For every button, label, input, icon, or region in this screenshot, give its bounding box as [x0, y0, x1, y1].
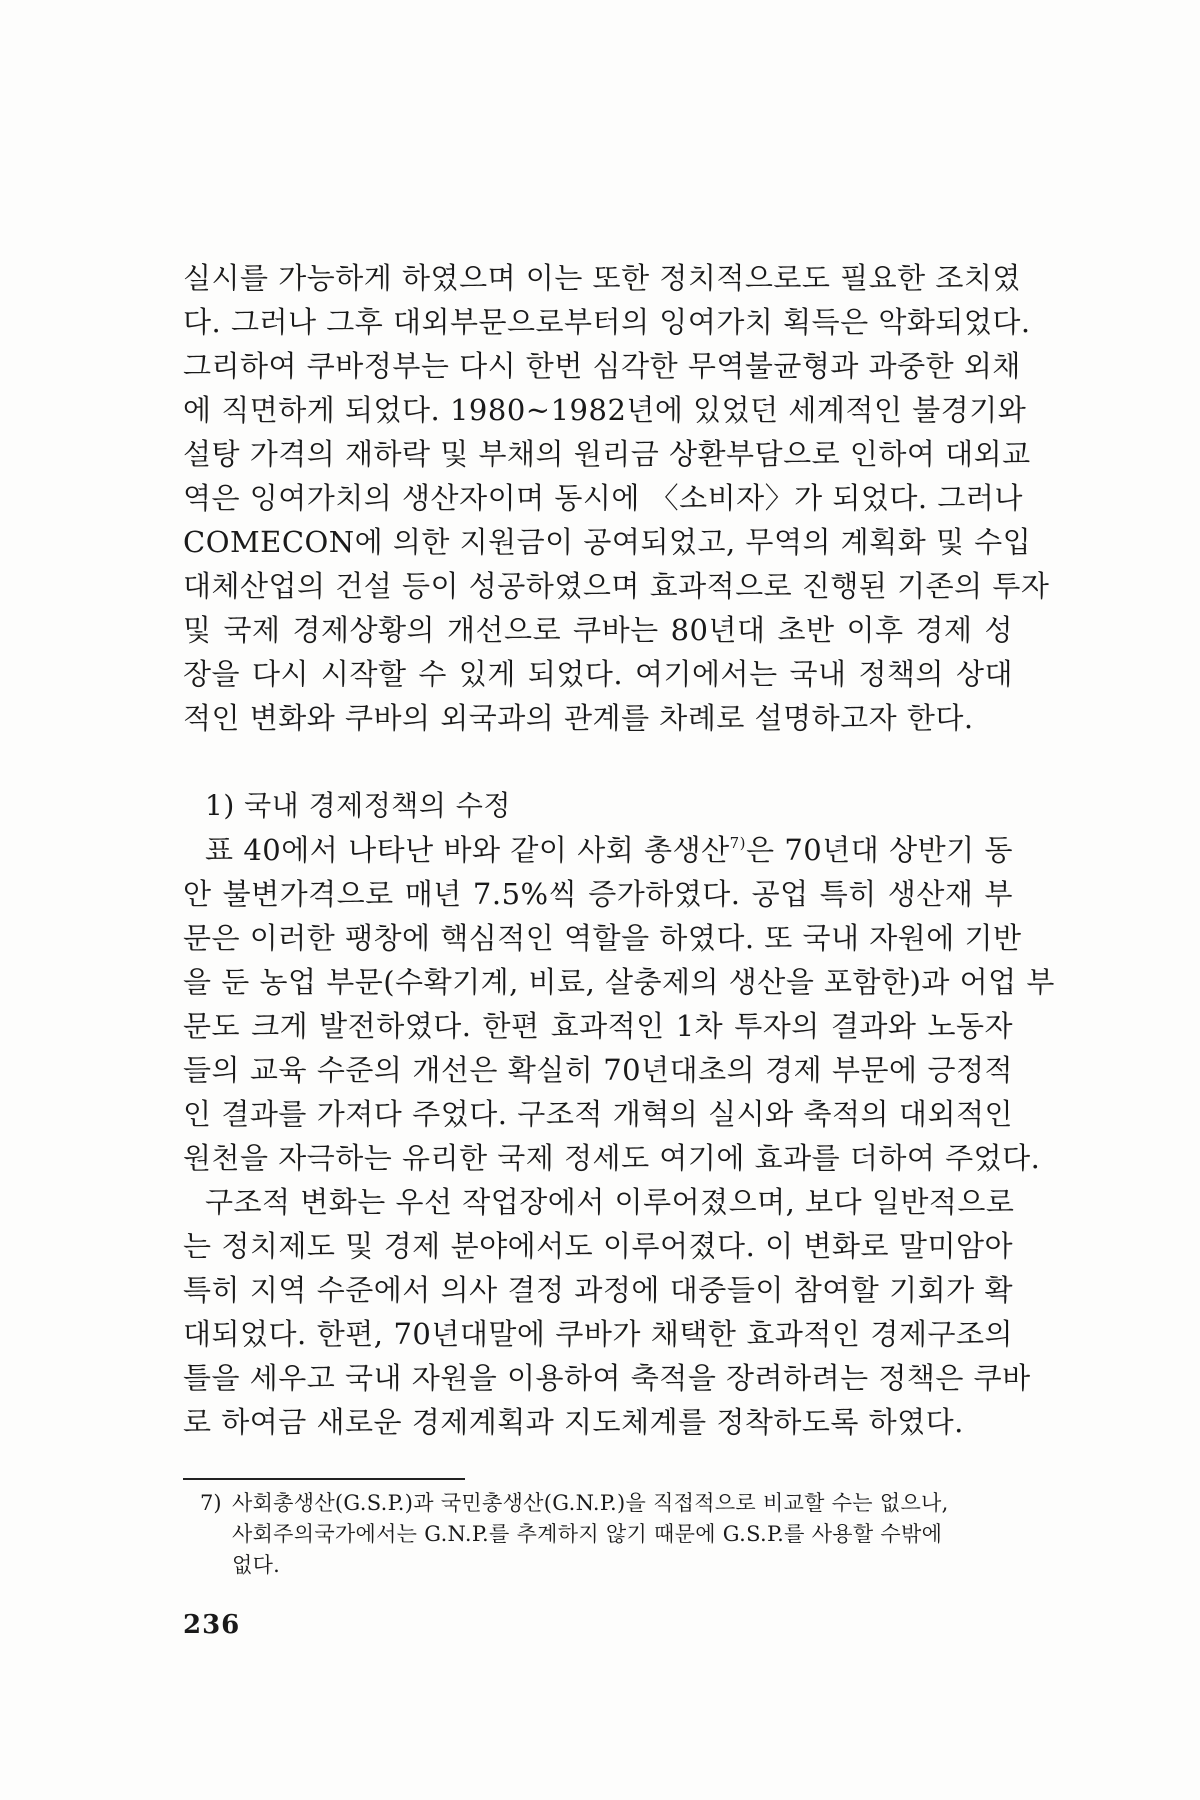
text-span: 은 70년대 상반기 동: [746, 833, 1014, 867]
footnote-divider: [183, 1478, 465, 1480]
text-line: 틀을 세우고 국내 자원을 이용하여 축적을 장려하려는 정책은 쿠바: [183, 1361, 1031, 1395]
text-line: 문도 크게 발전하였다. 한편 효과적인 1차 투자의 결과와 노동자: [183, 1009, 1013, 1043]
text-line: 역은 잉여가치의 생산자이며 동시에 〈소비자〉가 되었다. 그러나: [183, 481, 1023, 515]
text-line: 다. 그러나 그후 대외부문으로부터의 잉여가치 획득은 악화되었다.: [183, 305, 1031, 339]
text-line: 실시를 가능하게 하였으며 이는 또한 정치적으로도 필요한 조치였: [183, 261, 1021, 295]
text-line: 인 결과를 가져다 주었다. 구조적 개혁의 실시와 축적의 대외적인: [183, 1097, 1013, 1131]
footnote-line: 사회총생산(G.S.P.)과 국민총생산(G.N.P.)을 직접적으로 비교할 수는 없으나,: [232, 1491, 949, 1515]
page-number: 236: [183, 1610, 241, 1640]
text-line: 그리하여 쿠바정부는 다시 한번 심각한 무역불균형과 과중한 외채: [183, 349, 1021, 383]
text-line: 구조적 변화는 우선 작업장에서 이루어졌으며, 보다 일반적으로: [205, 1185, 1015, 1219]
text-line: 장을 다시 시작할 수 있게 되었다. 여기에서는 국내 정책의 상대: [183, 657, 1013, 691]
text-line: 문은 이러한 팽창에 핵심적인 역할을 하였다. 또 국내 자원에 기반: [183, 921, 1022, 955]
section-heading: 1) 국내 경제정책의 수정: [205, 789, 511, 822]
text-line: 및 국제 경제상황의 개선으로 쿠바는 80년대 초반 이후 경제 성: [183, 613, 1013, 647]
text-line: COMECON에 의한 지원금이 공여되었고, 무역의 계획화 및 수입: [183, 525, 1032, 559]
text-line: [205, 828, 1013, 872]
text-line: 들의 교육 수준의 개선은 확실히 70년대초의 경제 부문에 긍정적: [183, 1053, 1013, 1087]
footnote-marker: 7): [200, 1491, 222, 1515]
footnote-line: 없다.: [232, 1553, 281, 1577]
text-line: 특히 지역 수준에서 의사 결정 과정에 대중들이 참여할 기회가 확: [183, 1273, 1013, 1307]
text-line: 로 하여금 새로운 경제계획과 지도체계를 정착하도록 하였다.: [183, 1405, 964, 1439]
text-line: 안 불변가격으로 매년 7.5%씩 증가하였다. 공업 특히 생산재 부: [183, 877, 1013, 911]
text-line: 설탕 가격의 재하락 및 부채의 원리금 상환부담으로 인하여 대외교: [183, 437, 1031, 471]
text-line: 대되었다. 한편, 70년대말에 쿠바가 채택한 효과적인 경제구조의: [183, 1317, 1013, 1351]
text-line: 대체산업의 건설 등이 성공하였으며 효과적으로 진행된 기존의 투자: [183, 569, 1050, 603]
text-line: 적인 변화와 쿠바의 외국과의 관계를 차례로 설명하고자 한다.: [183, 701, 974, 735]
text-span: 표 40에서 나타난 바와 같이 사회 총생산: [205, 833, 730, 867]
footnote-reference: 7): [729, 834, 747, 852]
text-line: 을 둔 농업 부문(수확기계, 비료, 살충제의 생산을 포함한)과 어업 부: [183, 965, 1055, 999]
text-line: 에 직면하게 되었다. 1980~1982년에 있었던 세계적인 불경기와: [183, 393, 1027, 427]
footnote-line: 사회주의국가에서는 G.N.P.를 추계하지 않기 때문에 G.S.P.를 사용할 수밖에: [232, 1522, 943, 1546]
text-line: 는 정치제도 및 경제 분야에서도 이루어졌다. 이 변화로 말미암아: [183, 1229, 1013, 1263]
text-line: 원천을 자극하는 유리한 국제 정세도 여기에 효과를 더하여 주었다.: [183, 1141, 1041, 1175]
